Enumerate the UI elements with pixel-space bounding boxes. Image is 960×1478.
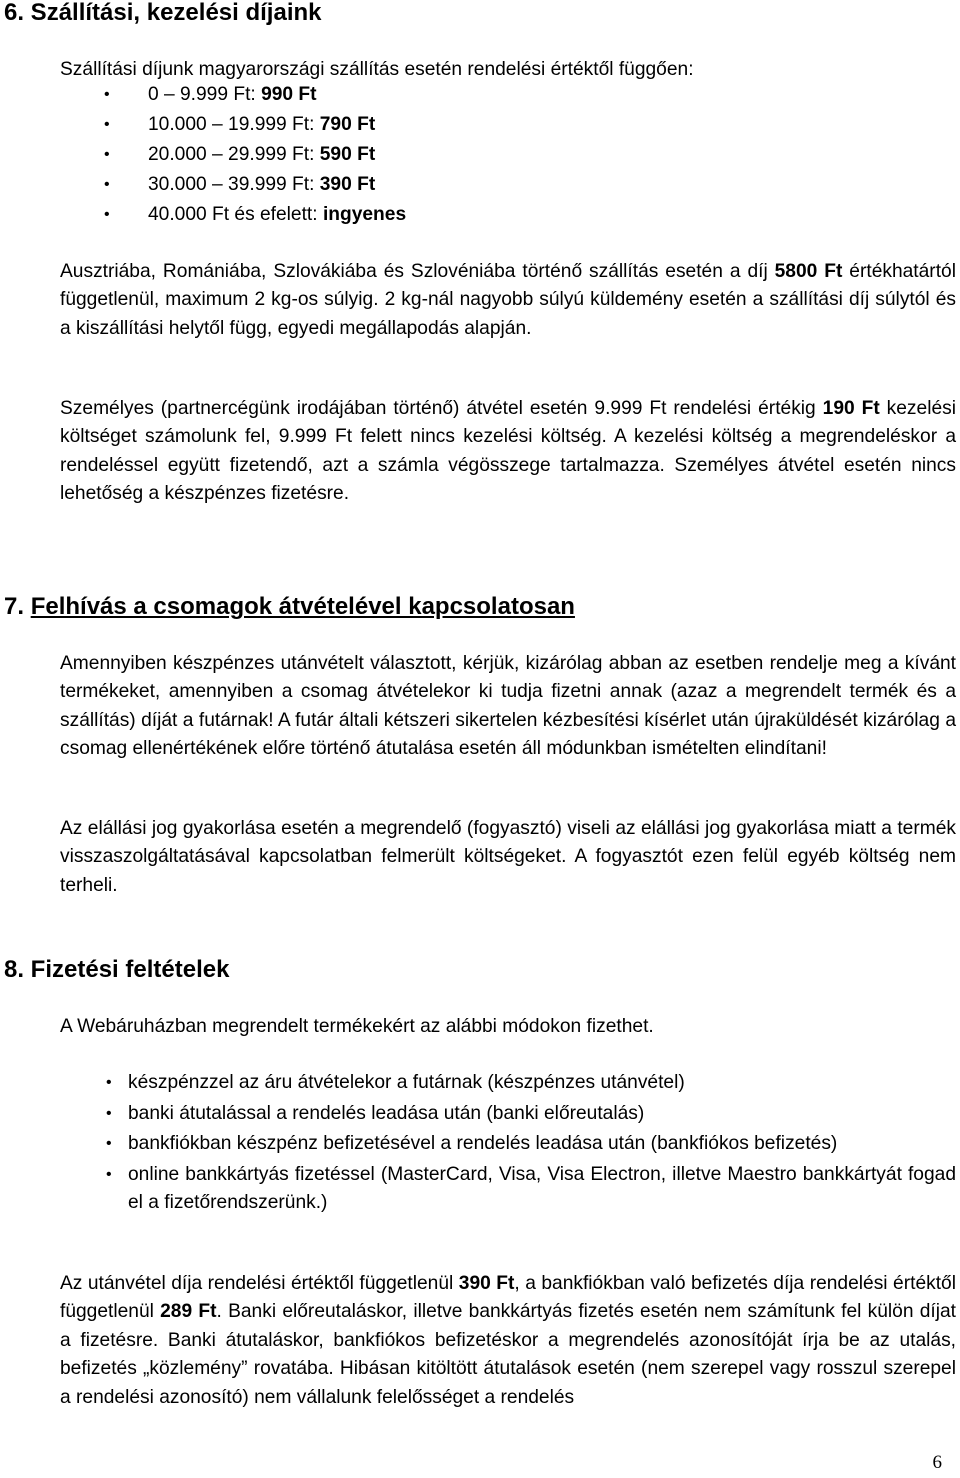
- payment-fees-paragraph: Az utánvétel díja rendelési értéktől függetlenül 390 Ft, a bankfiókban való befizetés díja rendelési értéktől függetlenül 289 Ft. Banki előreutaláskor, illetve bankkártyás fizetés esetén nem számítunk fel külön díjat a fizetésre. Banki átutaláskor, bankfiókos befizetéskor a megrendelés azonosítóját írja be az utalás, befizetés „közlemény” rovatába. Hibásan kitöltött átutalások esetén (nem szerepel vagy rosszul szerepel a rendelési azonosító) nem vállalunk felelősséget a rendelés: [60, 1273, 957, 1408]
- payment-method-list: [60, 1069, 956, 1220]
- bullet-icon: •: [106, 1104, 112, 1122]
- page-number: 6: [932, 1452, 942, 1473]
- cod-notice-paragraph: Amennyiben készpénzes utánvételt választott, kérjük, kizárólag abban az esetben rendelje meg a kívánt termékeket, amennyiben a csomag átvételekor ki tudja fizetni annak (azaz a megrendelt termék és a szállítás) díját a futárnak! A futár általi kétszeri sikertelen kézbesítési kísérlet után újraküldését kizárólag a csomag ellenértékének előre történő átutalása esetén áll módunkban ismételten elindítani!: [60, 653, 956, 760]
- rate-item: • 10.000 – 19.999 Ft: 790 Ft: [100, 110, 800, 140]
- bullet-icon: •: [106, 1165, 112, 1183]
- pickup-paragraph: Személyes (partnercégünk irodájában történő) átvétel esetén 9.999 Ft rendelési értékig 190 Ft kezelési költséget számolunk fel, 9.999 Ft felett nincs kezelési költség. A kezelési költség a megrendeléskor a rendeléssel együtt fizetendő, azt a számla végösszege tartalmazza. Személyes átvétel esetén nincs lehetőség a készpénzes fizetésre.: [60, 398, 956, 505]
- payment-method-item: • bankfiókban készpénz befizetésével a rendelés leadása után (bankfiókos befizetés): [60, 1130, 956, 1159]
- withdrawal-paragraph: Az elállási jog gyakorlása esetén a megrendelő (fogyasztó) viseli az elállási jog gyakorlása miatt a termék visszaszolgáltatásával kapcsolatban felmerült költségeket. A fogyasztót ezen felül egyéb költség nem terheli.: [60, 818, 956, 896]
- bullet-icon: •: [104, 176, 110, 193]
- rate-item: • 20.000 – 29.999 Ft: 590 Ft: [100, 140, 800, 170]
- shipping-intro: Szállítási díjunk magyarországi szállítás esetén rendelési értéktől függően:: [60, 59, 694, 80]
- payment-method-item: • készpénzzel az áru átvételekor a futárnak (készpénzes utánvétel): [60, 1069, 956, 1098]
- rate-item: • 40.000 Ft és efelett: ingyenes: [100, 200, 800, 230]
- shipping-rate-list: [100, 80, 800, 230]
- bullet-icon: •: [106, 1074, 112, 1091]
- rate-item: • 0 – 9.999 Ft: 990 Ft: [100, 80, 800, 110]
- payment-method-item: • online bankkártyás fizetéssel (MasterCard, Visa, Visa Electron, illetve Maestro bankkártyát fogad el a fizetőrendszerünk.): [60, 1161, 956, 1218]
- bullet-icon: •: [104, 86, 110, 103]
- section-6-heading: 6. Szállítási, kezelési díjaink: [4, 0, 322, 26]
- bullet-icon: •: [104, 146, 110, 163]
- bullet-icon: •: [104, 116, 110, 133]
- abroad-shipping-paragraph: Ausztriába, Romániába, Szlovákiába és Szlovéniába történő szállítás esetén a díj 5800 Ft értékhatártól függetlenül, maximum 2 kg-os súlyig. 2 kg-nál nagyobb súlyú küldemény esetén a szállítási díj súlytól és a kiszállítási helytől függ, egyedi megállapodás alapján.: [60, 261, 956, 339]
- payment-method-item: • banki átutalással a rendelés leadása után (banki előreutalás): [60, 1100, 956, 1129]
- section-7-heading: 7. Felhívás a csomagok átvételével kapcsolatosan: [4, 593, 575, 620]
- payment-intro: A Webáruházban megrendelt termékekért az alábbi módokon fizethet.: [60, 1016, 654, 1037]
- bullet-icon: •: [106, 1135, 112, 1152]
- bullet-icon: •: [104, 206, 110, 223]
- section-8-heading: 8. Fizetési feltételek: [4, 956, 230, 983]
- rate-item: • 30.000 – 39.999 Ft: 390 Ft: [100, 170, 800, 200]
